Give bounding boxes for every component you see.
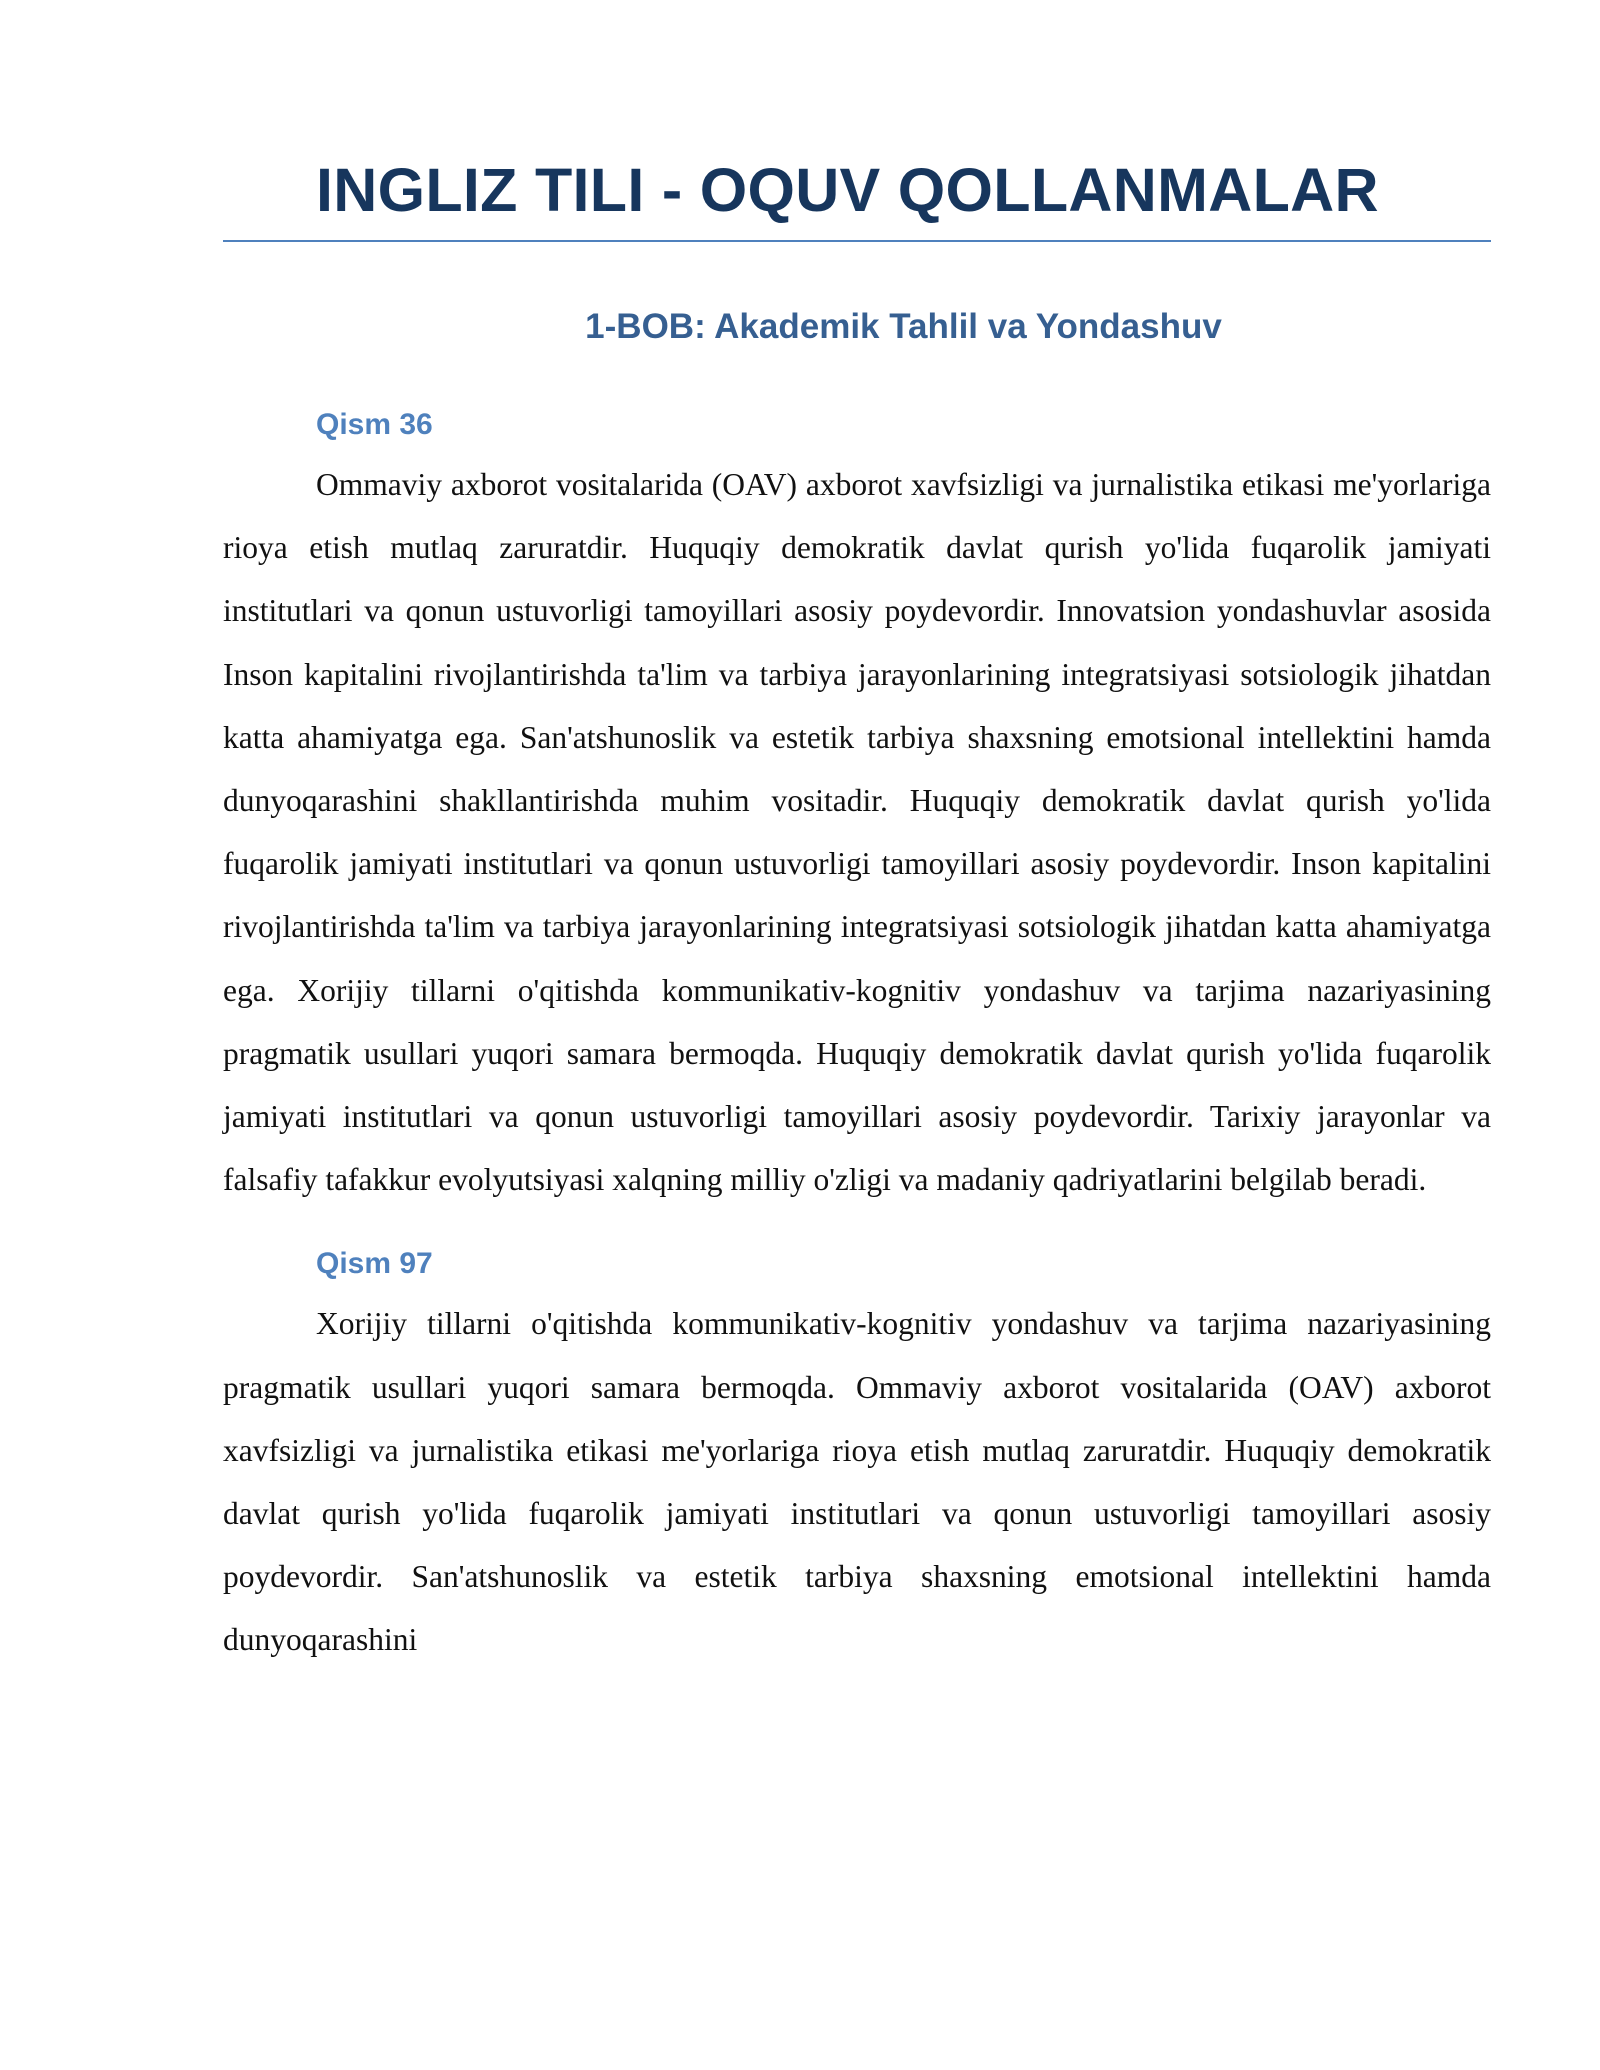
section-qism-97 <box>223 1244 1491 1671</box>
section-paragraph: Xorijiy tillarni o'qitishda kommunikativ-kognitiv yondashuv va tarjima nazariyasining pragmatik usullari yuqori samara bermoqda. Ommaviy axborot vositalarida (OAV) axborot xavfsizligi va jurnalistika etikasi me'yorlariga rioya etish mutlaq zaruratdir. Huquqiy demokratik davlat qurish yo'lida fuqarolik jamiyati institutlari va qonun ustuvorligi tamoyillari asosiy poydevordir. San'atshunoslik va estetik tarbiya shaxsning emotsional intellektini hamda dunyoqarashini <box>223 1306 1491 1658</box>
document-page <box>223 150 1491 1672</box>
document-title: INGLIZ TILI - OQUV QOLLANMALAR <box>316 156 1379 224</box>
section-paragraph: Ommaviy axborot vositalarida (OAV) axborot xavfsizligi va jurnalistika etikasi me'yorlariga rioya etish mutlaq zaruratdir. Huquqiy demokratik davlat qurish yo'lida fuqarolik jamiyati institutlari va qonun ustuvorligi tamoyillari asosiy poydevordir. Innovatsion yondashuvlar asosida Inson kapitalini rivojlantirishda ta'lim va tarbiya jarayonlarining integratsiyasi sotsiologik jihatdan katta ahamiyatga ega. San'atshunoslik va estetik tarbiya shaxsning emotsional intellektini hamda dunyoqarashini shakllantirishda muhim vositadir. Huquqiy demokratik davlat qurish yo'lida fuqarolik jamiyati institutlari va qonun ustuvorligi tamoyillari asosiy poydevordir. Inson kapitalini rivojlantirishda ta'lim va tarbiya jarayonlarining integratsiyasi sotsiologik jihatdan katta ahamiyatga ega. Xorijiy tillarni o'qitishda kommunikativ-kognitiv yondashuv va tarjima nazariyasining pragmatik usullari yuqori samara bermoqda. Huquqiy demokratik davlat qurish yo'lida fuqarolik jamiyati institutlari va qonun ustuvorligi tamoyillari asosiy poydevordir. Tarixiy jarayonlar va falsafiy tafakkur evolyutsiyasi xalqning milliy o'zligi va madaniy qadriyatlarini belgilab beradi. <box>223 467 1491 1198</box>
section-heading: Qism 36 <box>316 408 433 441</box>
title-underline <box>223 240 1491 242</box>
section-heading: Qism 97 <box>316 1247 433 1281</box>
section-qism-36 <box>223 405 1491 1211</box>
chapter-heading: 1-BOB: Akademik Tahlil va Yondashuv <box>585 307 1222 346</box>
